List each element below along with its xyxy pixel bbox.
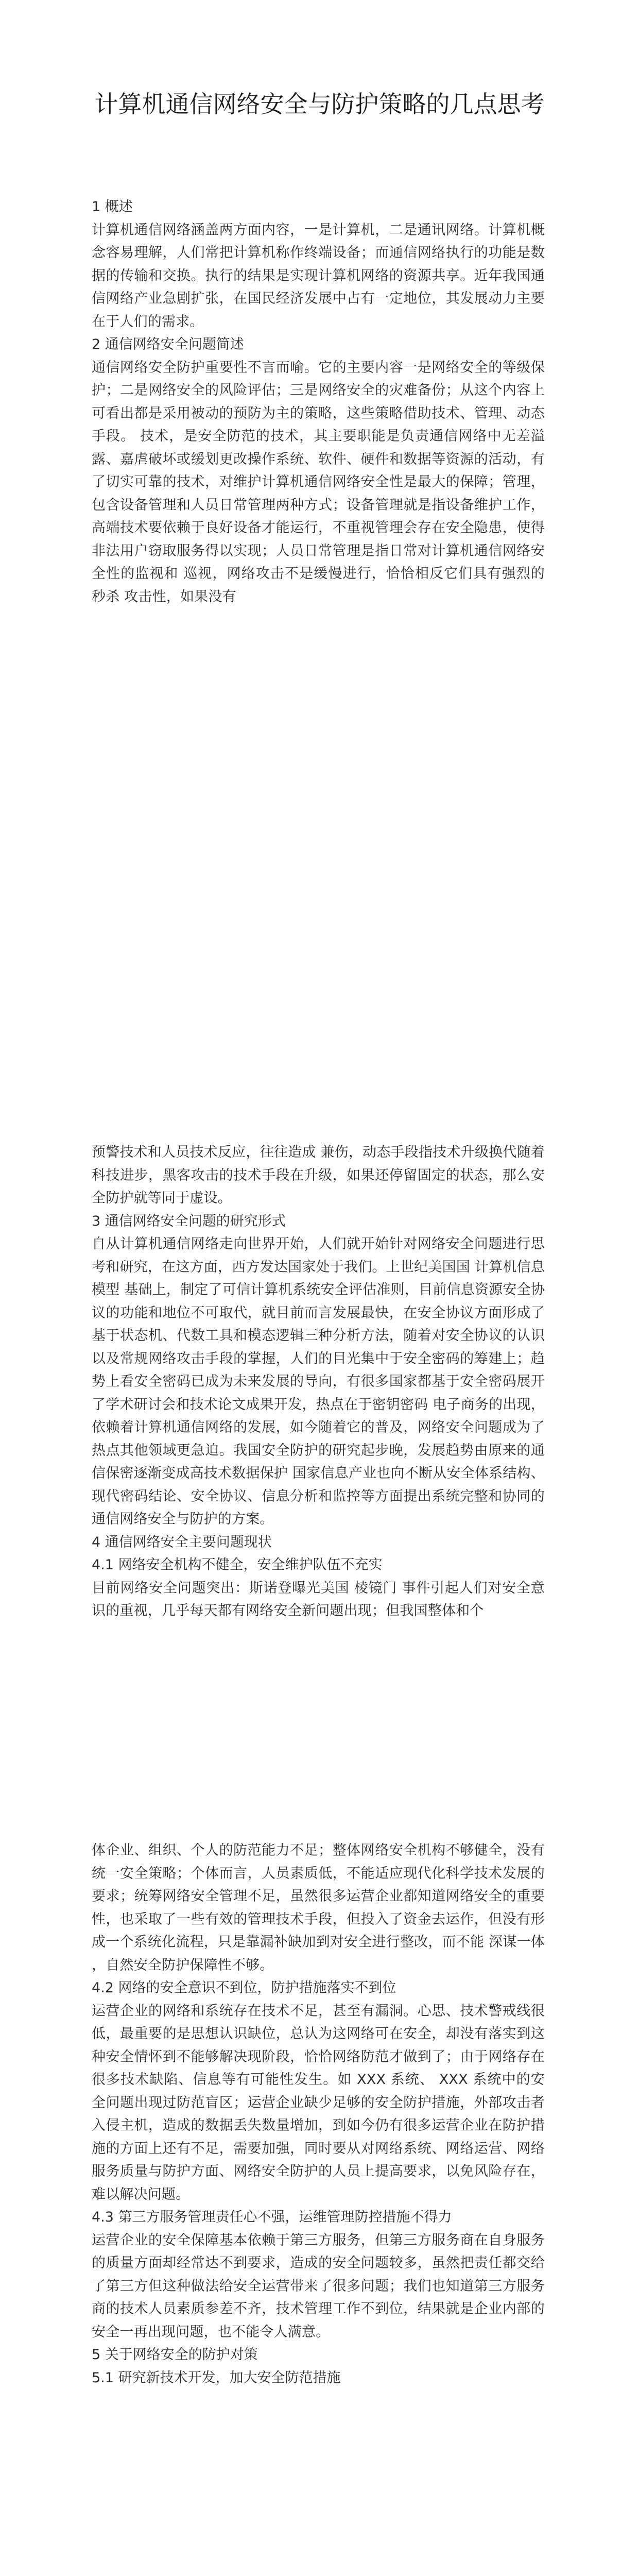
section-paragraph: 运营企业的网络和系统存在技术不足，甚至有漏洞。心思、技术警戒线很低，最重要的是思想认识缺位，总认为这网络可在安全，却没有落实到这种安全情怀到不能够解决现阶段，恰恰网络防范才做到了；由于网络存在很多技术缺陷、信息等有可能性发生。如 XXX 系统、 XXX 系统中的安全问题出现过防范盲区；运营企业缺少足够的安全防护措施，外部攻击者入侵主机，造成的数据丢失数量增加，到如今仍有很多运营企业在防护措施的方面上还有不足，需要加强，同时要从对网络系统、网络运营、网络服务质量与防护方面、网络安全防护的人员上提高要求，以免风险存在，难以解决问题。: [92, 2003, 545, 2202]
section-paragraph: 预警技术和人员技术反应，往往造成 兼伤，动态手段指技术升级换代随着科技进步，黑客攻击的技术手段在升级，如果还停留固定的状态，那么安全防护就等同于虚设。: [92, 1144, 545, 1206]
section-heading-5: 5 关于网络安全的防护对策: [92, 2347, 258, 2363]
subsection-heading-4-1: 4.1 网络安全机构不健全，安全维护队伍不充实: [92, 1557, 383, 1573]
section-heading-1: 1 概述: [92, 199, 133, 215]
section-heading-2: 2 通信网络安全问题简述: [92, 336, 244, 352]
section-paragraph: 体企业、组织、个人的防范能力不足；整体网络安全机构不够健全，没有统一安全策略；个体而言，人员素质低，不能适应现代化科学技术发展的要求；统筹网络安全管理不足，虽然很多运营企业都知道网络安全的重要性，也采取了一些有效的管理技术手段，但投入了资金去运作，但没有形成一个系统化流程，只是靠漏补缺加到对安全进行整改，而不能 深谋一体 ，自然安全防护保障性不够。: [92, 1842, 545, 1973]
subsection-heading-4-3: 4.3 第三方服务管理责任心不强，运维管理防控措施不得力: [92, 2209, 452, 2225]
section-paragraph: 计算机通信网络涵盖两方面内容，一是计算机，二是通讯网络。计算机概念容易理解，人们常把计算机称作终端设备；而通信网络执行的功能是数据的传输和交换。执行的结果是实现计算机网络的资源共享。近年我国通信网络产业急剧扩张，在国民经济发展中占有一定地位，其发展动力主要在于人们的需求。: [92, 222, 545, 330]
section-heading-4: 4 通信网络安全主要问题现状: [92, 1534, 272, 1550]
subsection-heading-5-1: 5.1 研究新技术开发，加大安全防范措施: [92, 2369, 341, 2386]
section-heading-3: 3 通信网络安全问题的研究形式: [92, 1213, 286, 1229]
section-block-2: [92, 1141, 545, 1623]
subsection-heading-4-2: 4.2 网络的安全意识不到位，防护措施落实不到位: [92, 1980, 396, 1996]
section-paragraph: 自从计算机通信网络走向世界开始，人们就开始针对网络安全问题进行思考和研究，在这方面，西方发达国家处于我们。上世纪美国国 计算机信息模型 基础上，制定了可信计算机系统安全评估准则，目前信息资源安全协议的功能和地位不可取代，就目前而言发展最快，在安全协议方面形成了基于状态机、代数工具和模态逻辑三种分析方法，随着对安全协议的认识以及常规网络攻击手段的掌握，人们的目光集中于安全密码的筹建上；趋势上看安全密码已成为未来发展的导向，有很多国家都基于安全密码展开了学术研讨会和技术论文成果开发，热点在于密钥密码 电子商务的出现，依赖着计算机通信网络的发展，如今随着它的普及，网络安全问题成为了热点其他领域更急迫。我国安全防护的研究起步晚，发展趋势由原来的通信保密逐渐变成高技术数据保护 国家信息产业也向不断从安全体系结构、现代密码结论、安全协议、信息分析和监控等方面提出系统完整和协同的通信网络安全与防护的方案。: [92, 1236, 545, 1527]
section-paragraph: 运营企业的安全保障基本依赖于第三方服务，但第三方服务商在自身服务的质量方面却经常达不到要求，造成的安全问题较多，虽然把责任都交给了第三方但这种做法给安全运营带来了很多问题；我们也知道第三方服务商的技术人员素质参差不齐，技术管理工作不到位，结果就是企业内部的安全一再出现问题，也不能令人满意。: [92, 2232, 545, 2340]
section-paragraph: 目前网络安全问题突出：斯诺登曝光美国 棱镜门 事件引起人们对安全意识的重视，几乎每天都有网络安全新问题出现；但我国整体和个: [92, 1580, 545, 1619]
document-title: 计算机通信网络安全与防护策略的几点思考: [94, 90, 545, 118]
section-block-1: [92, 196, 545, 608]
section-paragraph: 通信网络安全防护重要性不言而喻。它的主要内容一是网络安全的等级保护；二是网络安全的风险评估；三是网络安全的灾难备份；从这个内容上可看出都是采用被动的预防为主的策略，这些策略借助技术、管理、动态手段。 技术，是安全防范的技术，其主要职能是负责通信网络中无差溢露、嘉虐破坏或缓划更改操作系统、软件、硬件和数据等资源的活动，有了切实可靠的技术，对维护计算机通信网络安全性是最大的保障；管理，包含设备管理和人员日常管理两种方式；设备管理就是指设备维护工作，高端技术要依赖于良好设备才能运行，不重视管理会存在安全隐患，使得非法用户窃取服务得以实现；人员日常管理是指日常对计算机通信网络安全性的监视和 巡视，网络攻击不是缓慢进行，恰恰相反它们具有强烈的 秒杀 攻击性，如果没有: [92, 359, 545, 605]
section-block-3: [92, 1839, 545, 2389]
